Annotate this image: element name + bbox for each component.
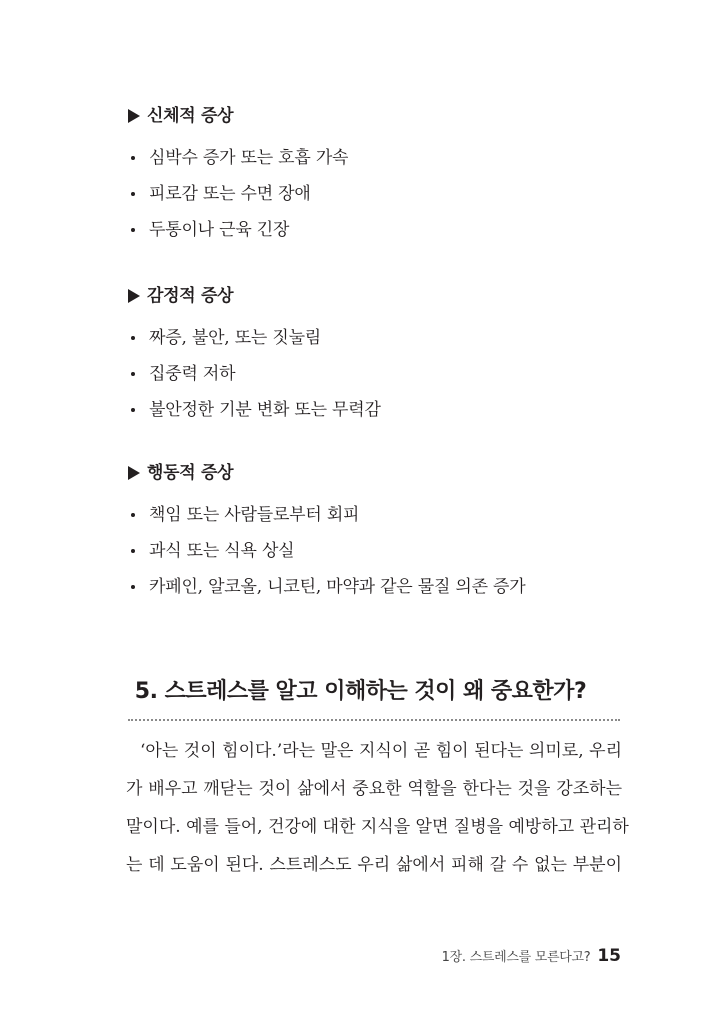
- paragraph-line: 는 데 도움이 된다. 스트레스도 우리 삶에서 피해 갈 수 없는 부분이: [126, 855, 622, 875]
- section-heading-label: 행동적 증상: [147, 463, 234, 483]
- bullet-dot-icon: [131, 372, 135, 376]
- page-footer: [442, 946, 621, 966]
- paragraph-line: 가 배우고 깨닫는 것이 삶에서 중요한 역할을 한다는 것을 강조하는: [126, 779, 622, 799]
- paragraph-line: 말이다. 예를 들어, 건강에 대한 지식을 알면 질병을 예방하고 관리하: [126, 817, 629, 837]
- section-title: 5. 스트레스를 알고 이해하는 것이 왜 중요한가?: [134, 679, 587, 704]
- list-item: 두통이나 근육 긴장: [128, 212, 648, 248]
- list-item: 피로감 또는 수면 장애: [128, 176, 648, 212]
- bullet-dot-icon: [131, 336, 135, 340]
- bullet-dot-icon: [131, 585, 135, 589]
- section-heading: [128, 104, 648, 128]
- triangle-bullet-icon: [128, 289, 140, 303]
- bullet-dot-icon: [131, 549, 135, 553]
- symptom-section-physical: [128, 104, 648, 248]
- bullet-dot-icon: [131, 192, 135, 196]
- bullet-dot-icon: [131, 408, 135, 412]
- list-item: 집중력 저하: [128, 356, 648, 392]
- bullet-dot-icon: [131, 156, 135, 160]
- body-paragraph: [126, 732, 629, 884]
- section-heading-label: 신체적 증상: [147, 106, 234, 126]
- chapter-label: 1장. 스트레스를 모른다고?: [441, 950, 591, 965]
- list-item: 불안정한 기분 변화 또는 무력감: [128, 392, 648, 428]
- list-item: 심박수 증가 또는 호흡 가속: [128, 140, 648, 176]
- section-heading-label: 감정적 증상: [147, 286, 234, 306]
- triangle-bullet-icon: [128, 109, 140, 123]
- page-number: 15: [597, 946, 621, 966]
- bullet-dot-icon: [131, 228, 135, 232]
- symptom-list: [128, 497, 648, 605]
- symptom-section-emotional: [128, 284, 648, 428]
- symptom-list: [128, 320, 648, 428]
- list-item: 짜증, 불안, 또는 짓눌림: [128, 320, 648, 356]
- section-heading: [128, 461, 648, 485]
- symptom-section-behavioral: [128, 461, 648, 605]
- symptom-list: [128, 140, 648, 248]
- triangle-bullet-icon: [128, 466, 140, 480]
- list-item: 카페인, 알코올, 니코틴, 마약과 같은 물질 의존 증가: [128, 569, 648, 605]
- paragraph-line: ‘아는 것이 힘이다.’라는 말은 지식이 곧 힘이 된다는 의미로, 우리: [140, 741, 622, 761]
- list-item: 책임 또는 사람들로부터 회피: [128, 497, 648, 533]
- list-item: 과식 또는 식욕 상실: [128, 533, 648, 569]
- bullet-dot-icon: [131, 513, 135, 517]
- dotted-divider: [128, 719, 620, 721]
- section-heading: [128, 284, 648, 308]
